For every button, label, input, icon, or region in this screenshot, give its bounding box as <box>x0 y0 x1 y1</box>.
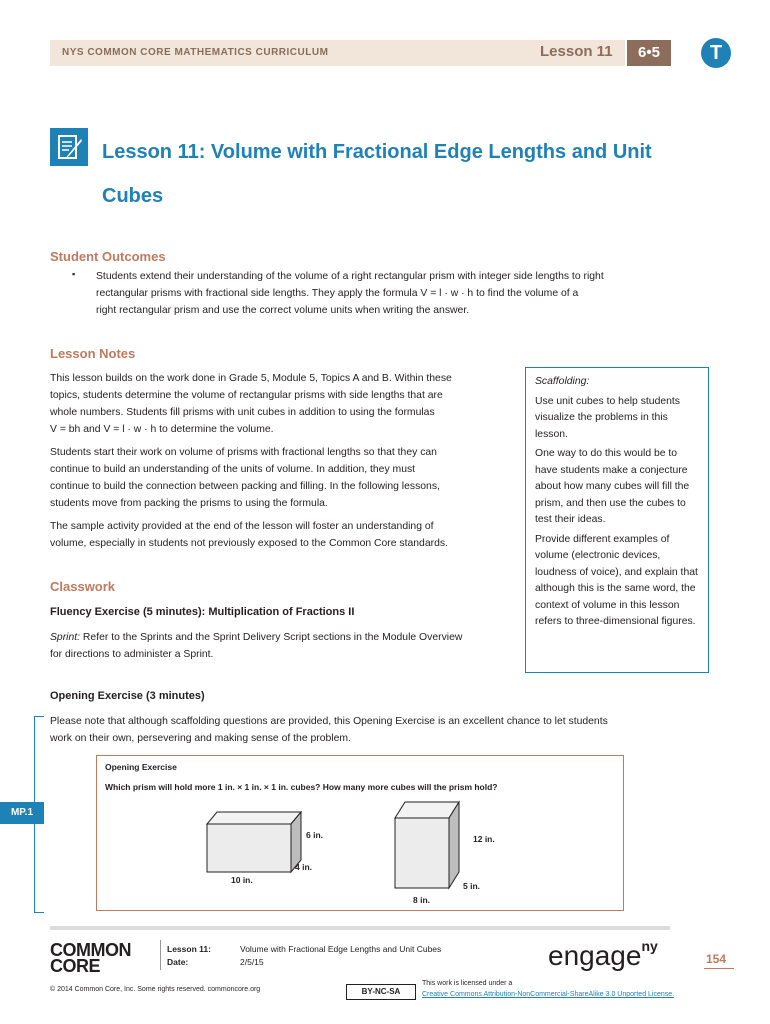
opening-line: work on their own, persevering and making sense of the problem. <box>50 733 351 744</box>
logo-line: CORE <box>50 956 101 976</box>
footer-date-label: Date: <box>167 957 189 967</box>
notes-line: V = bh and V = l · w · h to determine the volume. <box>50 424 274 435</box>
classwork-heading: Classwork <box>50 579 116 594</box>
license-link[interactable]: Creative Commons Attribution-NonCommercial-ShareAlike 3.0 Unported License. <box>422 991 675 998</box>
prism1-length-label: 10 in. <box>231 875 253 885</box>
sprint-line: Refer to the Sprints and the Sprint Delivery Script sections in the Module Overview <box>80 632 463 643</box>
notes-line: continue to build the connection between packing and filling. In the following lessons, <box>50 481 440 492</box>
license-line1: This work is licensed under a <box>422 980 513 987</box>
opening-heading: Opening Exercise (3 minutes) <box>50 690 205 702</box>
mp-tag: MP.1 <box>0 802 44 824</box>
sprint-label: Sprint: <box>50 632 81 643</box>
prism2-height-label: 12 in. <box>473 834 495 844</box>
notes-line: students move from packing the prisms to using the formula. <box>50 498 328 509</box>
outcome-bullet <box>96 268 696 319</box>
sprint-paragraph <box>50 629 520 663</box>
footer-rule <box>50 926 670 930</box>
lesson-notes-heading: Lesson Notes <box>50 346 136 361</box>
page-number: 154 <box>706 952 727 966</box>
footer-date-value: 2/5/15 <box>240 957 264 967</box>
scaffolding-p3: Provide different examples of volume (electronic devices, loudness of voice), and explain that although this is the same word, the context of volume in this lesson refers to three-dimensional figures. <box>535 533 698 627</box>
opening-line: Please note that although scaffolding questions are provided, this Opening Exercise is an excellent chance to let students <box>50 716 608 727</box>
grade-module-badge: 6•5 <box>627 40 671 66</box>
prism-tall <box>395 802 459 888</box>
brand-sup: ny <box>641 937 658 954</box>
fluency-heading: Fluency Exercise (5 minutes): Multiplication of Fractions II <box>50 606 355 618</box>
mp-bracket-bottom <box>34 912 44 913</box>
brand-text: engage <box>548 940 642 971</box>
footer-lesson-label: Lesson 11: <box>167 944 211 954</box>
prism1-depth-label: 4 in. <box>295 862 313 872</box>
lesson-notes-p2 <box>50 444 515 512</box>
sprint-line: for directions to administer a Sprint. <box>50 649 214 660</box>
prism1-height-label: 6 in. <box>306 830 324 840</box>
engageny-logo <box>548 937 658 972</box>
prisms-figure <box>97 756 625 912</box>
cc-license-badge: BY-NC-SA <box>346 984 416 1000</box>
page-title <box>102 130 702 218</box>
prism2-depth-label: 5 in. <box>463 881 481 891</box>
footer-separator <box>160 940 161 970</box>
copyright: © 2014 Common Core, Inc. Some rights reserved. commoncore.org <box>50 986 261 993</box>
prism2-length-label: 8 in. <box>413 895 431 905</box>
outcome-line: rectangular prisms with fractional side lengths. They apply the formula V = l · w · h to find the volume of a <box>96 288 579 299</box>
lesson-pencil-icon <box>50 128 88 166</box>
page-title-line1: Lesson 11: Volume with Fractional Edge Lengths and Unit <box>102 141 652 163</box>
notes-line: topics, students determine the volume of rectangular prisms with side lengths that are <box>50 390 443 401</box>
curriculum-label: NYS COMMON CORE MATHEMATICS CURRICULUM <box>62 47 329 58</box>
mp-bracket-top <box>34 716 44 717</box>
notes-line: Students start their work on volume of prisms with fractional lengths so that they can <box>50 447 437 458</box>
student-outcomes-heading: Student Outcomes <box>50 249 166 264</box>
common-core-logo <box>50 942 131 974</box>
notes-line: The sample activity provided at the end of the lesson will foster an understanding of <box>50 521 434 532</box>
opening-intro <box>50 713 690 747</box>
notes-line: whole numbers. Students fill prisms with unit cubes in addition to using the formulas <box>50 407 435 418</box>
outcome-line: right rectangular prism and use the correct volume units when writing the answer. <box>96 305 470 316</box>
lesson-notes-p3 <box>50 518 515 552</box>
lesson-notes-p1 <box>50 370 515 438</box>
notes-line: volume, especially in students not previously exposed to the Common Core standards. <box>50 538 448 549</box>
scaffolding-p2: One way to do this would be to have students make a conjecture about how many cubes will fill the prism, and then use the cubes to test their ideas. <box>535 448 690 525</box>
scaffolding-box <box>525 367 709 673</box>
page-number-rule <box>704 968 734 969</box>
page-title-line2: Cubes <box>102 185 164 207</box>
opening-box-title: Opening Exercise <box>105 762 177 772</box>
bullet-icon: ▪ <box>72 269 76 279</box>
teacher-badge: T <box>701 38 731 68</box>
header-lesson: Lesson 11 <box>540 43 613 60</box>
logo-line: COMMON <box>50 940 131 960</box>
footer-lesson-value: Volume with Fractional Edge Lengths and Unit Cubes <box>240 944 442 954</box>
outcome-line: Students extend their understanding of the volume of a right rectangular prism with integer side lengths to right <box>96 271 604 282</box>
opening-question: Which prism will hold more 1 in. × 1 in. × 1 in. cubes? How many more cubes will the prism hold? <box>105 782 498 792</box>
scaffolding-p1: Use unit cubes to help students visualize the problems in this lesson. <box>535 395 680 440</box>
opening-exercise-box <box>96 755 624 911</box>
notes-line: This lesson builds on the work done in Grade 5, Module 5, Topics A and B. Within these <box>50 373 452 384</box>
notes-line: continue to build an understanding of the units of volume. In addition, they must <box>50 464 416 475</box>
scaffolding-title: Scaffolding: <box>535 376 590 387</box>
prism-wide <box>207 812 301 872</box>
